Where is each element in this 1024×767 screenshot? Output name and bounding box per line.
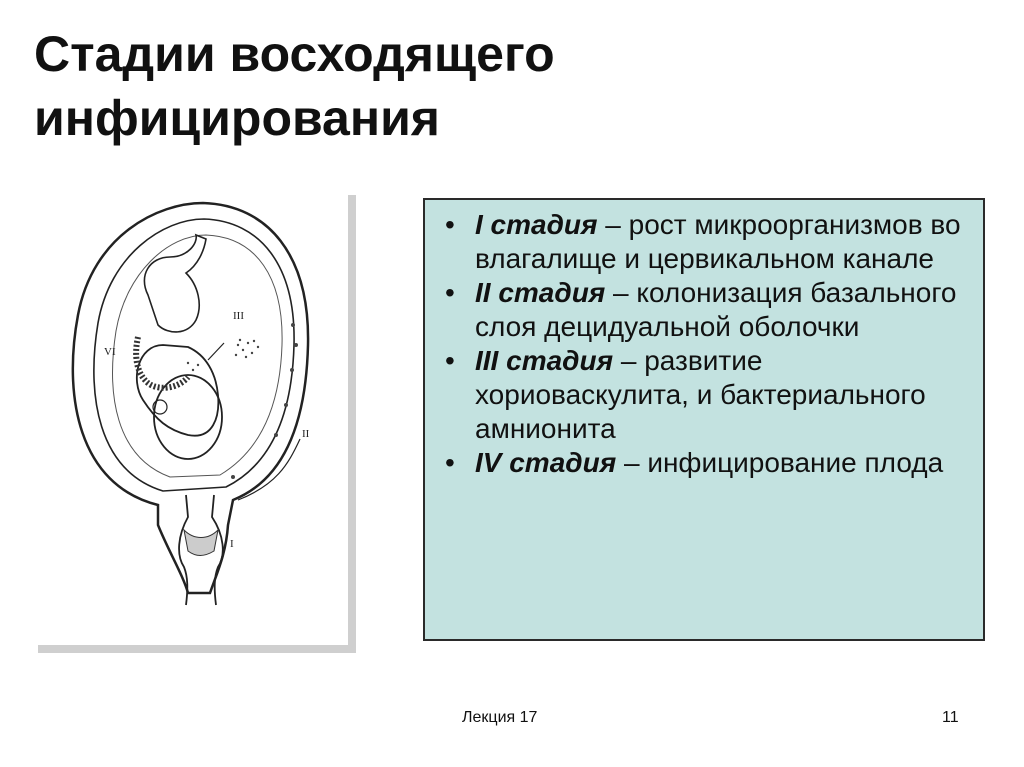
uterus-diagram-svg <box>38 195 348 645</box>
label-ii: II <box>302 428 310 440</box>
bullet: • <box>445 447 455 478</box>
stage-item-1 <box>445 208 965 276</box>
bacteria-clusters <box>187 323 298 479</box>
cervical-mucus <box>184 530 218 556</box>
fetus-body <box>137 345 218 436</box>
label-i: I <box>230 538 234 550</box>
slide-title <box>34 22 734 150</box>
stage-text: – рост микроорганизмов во влагалище и цервикальном канале <box>475 209 961 274</box>
stage-name: II стадия <box>475 277 606 308</box>
fetus-limbs <box>144 235 206 332</box>
label-vi: VI <box>104 346 116 358</box>
page-number: 11 <box>942 709 959 726</box>
bullet: • <box>445 277 455 308</box>
stage-text: – инфицирование плода <box>616 447 944 478</box>
stage-name: III стадия <box>475 345 614 376</box>
stage-item-3 <box>445 344 965 446</box>
label-iii: III <box>233 310 244 322</box>
fetal-membrane <box>113 235 283 477</box>
stage-text: – развитие хориоваскулита, и бактериального амнионита <box>475 345 926 444</box>
uterus-infection-diagram <box>38 195 356 653</box>
footer-lecture: Лекция 17 <box>462 709 538 726</box>
bullet: • <box>445 345 455 376</box>
uterus-inner-wall <box>94 219 294 491</box>
stages-box <box>423 198 985 641</box>
title-line-1: Стадии восходящего <box>34 26 555 82</box>
stages-list <box>425 200 983 480</box>
arrow-iii <box>208 343 224 360</box>
stage-item-4 <box>445 446 965 480</box>
stage-text: – колонизация базального слоя децидуальной оболочки <box>475 277 957 342</box>
fetus-head <box>154 375 222 459</box>
stage-name: IV стадия <box>475 447 617 478</box>
stage-item-2 <box>445 276 965 344</box>
title-line-2: инфицирования <box>34 90 440 146</box>
bullet: • <box>445 209 455 240</box>
stage-name: I стадия <box>475 209 598 240</box>
